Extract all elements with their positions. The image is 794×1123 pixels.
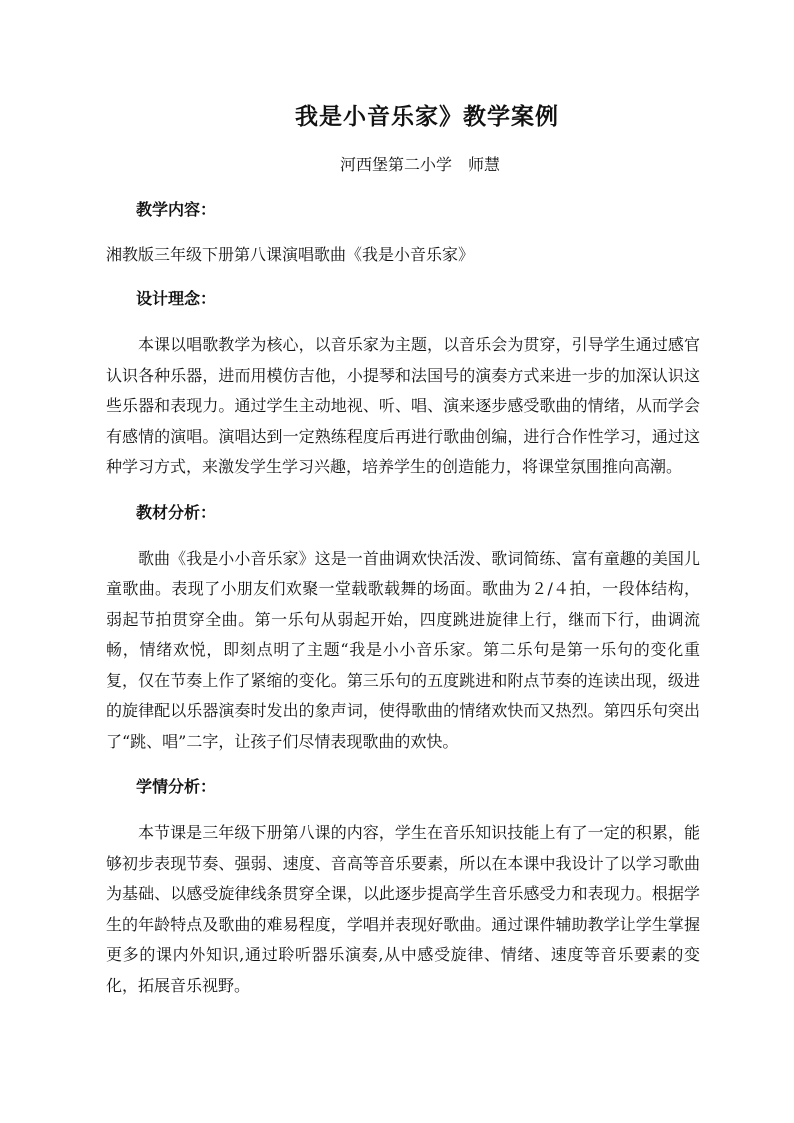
section-heading: 学情分析： [136,777,217,796]
section-paragraph: 本课以唱歌教学为核心，以音乐家为主题，以音乐会为贯穿，引导学生通过感官认识各种乐器，进而用模仿吉他，小提琴和法国号的演奏方式来进一步的加深认识这些乐器和表现力。通过学生主动地视、听、唱、演来逐步感受歌曲的情绪，从而学会有感情的演唱。演唱达到一定熟练程度后再进行歌曲创编，进行合作性学习，通过这种学习方式，来激发学生学习兴趣，培养学生的创造能力，将课堂氛围推向高潮。 [106,335,700,476]
section-teaching-content [106,196,700,285]
section-heading: 设计理念： [136,289,217,308]
section-student-analysis [106,773,700,1001]
section-text: 湘教版三年级下册第八课演唱歌曲《我是小音乐家》 [106,245,475,264]
section-heading: 教学内容： [136,200,217,219]
section-material-analysis [106,499,700,774]
section-paragraph: 歌曲《我是小小音乐家》这是一首曲调欢快活泼、歌词简练、富有童趣的美国儿童歌曲。表现了小朋友们欢聚一堂载歌载舞的场面。歌曲为２/４拍，一段体结构，弱起节拍贯穿全曲。第一乐句从弱起开始，四度跳进旋律上行，继而下行，曲调流畅，情绪欢悦，即刻点明了主题“我是小小音乐家。第二乐句是第一乐句的变化重复，仅在节奏上作了紧缩的变化。第三乐句的五度跳进和附点节奏的连读出现，级进的旋律配以乐器演奏时发出的象声词，使得歌曲的情绪欢快而又热烈。第四乐句突出了“跳、唱”二字，让孩子们尽情表现歌曲的欢快。 [106,548,700,751]
section-design-philosophy [106,285,700,499]
document-author: 河西堡第二小学 师慧 [339,155,500,174]
document-body [106,196,700,1001]
section-paragraph: 本节课是三年级下册第八课的内容，学生在音乐知识技能上有了一定的积累，能够初步表现节奏、强弱、速度、音高等音乐要素，所以在本课中我设计了以学习歌曲为基础、以感受旋律线条贯穿全课，以此逐步提高学生音乐感受力和表现力。根据学生的年龄特点及歌曲的难易程度，学唱并表现好歌曲。通过课件辅助教学让学生掌握更多的课内外知识,通过聆听器乐演奏,从中感受旋律、情绪、速度等音乐要素的变化，拓展音乐视野。 [106,823,700,995]
section-heading: 教材分析： [136,502,217,522]
document-title: 我是小音乐家》教学案例 [295,103,559,130]
